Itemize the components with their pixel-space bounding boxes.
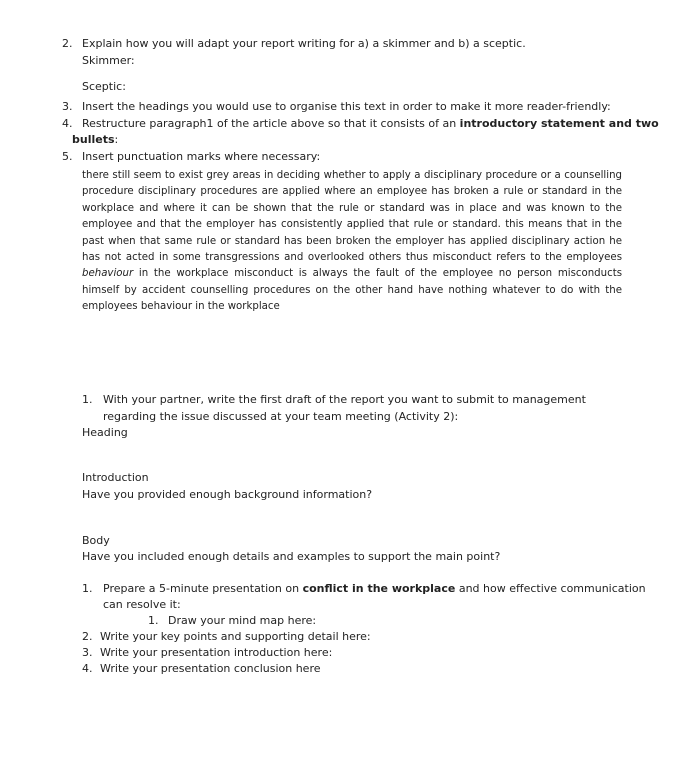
introduction-label: Introduction <box>82 471 149 484</box>
presentation-item1-plain: Prepare a 5-minute presentation on <box>103 582 303 595</box>
punctuation-passage <box>82 168 622 316</box>
presentation-item1-line1 <box>103 581 646 597</box>
body-question: Have you included enough details and examples to support the main point? <box>82 550 501 563</box>
presentation-item1-line2: can resolve it: <box>103 598 181 611</box>
sceptic-label: Sceptic: <box>82 80 126 93</box>
presentation-item3-text: Write your presentation introduction here: <box>100 646 333 659</box>
q4-text-after: : <box>114 133 119 146</box>
presentation-sub1-number: 1. <box>148 614 159 627</box>
q5-number: 5. <box>62 150 73 163</box>
presentation-item1-after: and how effective communication <box>455 582 646 595</box>
passage-part2: in the workplace misconduct is always the fault of the employee no person misconducts himself by accident counselling procedures on the other hand have nothing whatever to do with the employees behaviour in the workplace <box>82 268 622 313</box>
q3-text: Insert the headings you would use to organise this text in order to make it more reader-friendly: <box>82 100 611 113</box>
presentation-item2-number: 2. <box>82 630 93 643</box>
q4-text-line1 <box>82 116 659 132</box>
passage-italic-word: behaviour <box>82 268 134 280</box>
body-label: Body <box>82 534 110 547</box>
draft-item1-line2: regarding the issue discussed at your team meeting (Activity 2): <box>103 410 459 423</box>
q2-text: Explain how you will adapt your report writing for a) a skimmer and b) a sceptic. <box>82 37 526 50</box>
q4-text-line2 <box>72 132 118 148</box>
presentation-item1-number: 1. <box>82 582 93 595</box>
draft-item1-number: 1. <box>82 393 93 406</box>
skimmer-label: Skimmer: <box>82 54 135 67</box>
q4-text-bold: introductory statement and two <box>459 117 659 130</box>
passage-part1: there still seem to exist grey areas in deciding whether to apply a disciplinary procedure or a counselling procedure disciplinary procedures are applied where an employee has broken a rule or standard in the workplace and where it can be shown that the rule or standard was in place and was known to the employee and that the employer has consistently applied that rule or standard. this means that in the past when that same rule or standard has been broken the employer has applied disciplinary action he has not acted in some transgressions and overlooked others thus misconduct refers to the employees <box>82 170 622 264</box>
heading-label: Heading <box>82 426 128 439</box>
presentation-item2-text: Write your key points and supporting detail here: <box>100 630 371 643</box>
q4-number: 4. <box>62 117 73 130</box>
q4-text-bold-line2: bullets <box>72 133 115 146</box>
presentation-item3-number: 3. <box>82 646 93 659</box>
presentation-item4-number: 4. <box>82 662 93 675</box>
presentation-item1-bold: conflict in the workplace <box>302 582 456 595</box>
presentation-item4-text: Write your presentation conclusion here <box>100 662 321 675</box>
q3-number: 3. <box>62 100 73 113</box>
q2-number: 2. <box>62 37 73 50</box>
presentation-sub1-text: Draw your mind map here: <box>168 614 317 627</box>
introduction-question: Have you provided enough background information? <box>82 488 373 501</box>
q5-text: Insert punctuation marks where necessary: <box>82 150 321 163</box>
draft-item1-line1: With your partner, write the first draft of the report you want to submit to management <box>103 393 586 406</box>
q4-text-plain: Restructure paragraph1 of the article above so that it consists of an <box>82 117 460 130</box>
